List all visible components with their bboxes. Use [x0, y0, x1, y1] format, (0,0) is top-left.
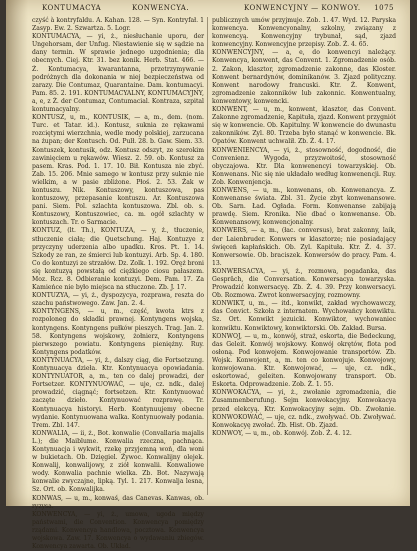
header-center-headword: KONWENCYA.	[132, 4, 190, 12]
dictionary-entry: KONWALIA, — ii, ż., Bot. konwalie (Convallaria majalis L.); die Maiblume. Konwalia rzeczna, pachnąca. Kontynuacja i wykwit, rzekę przyjemną woń, dla woni w bukietach. Ob. Dzięgiel. Żywoc. Konwalijny olejek. Konwalij, konwalijowy, z ziół konwalii. Konwaliowe wody. Konwalia pachnie wielka. Zb. Bot. Nazywają konwalie zwyczajne, lipką. Tyl. 1. 217. Konwalja lesna, Sz. Ort. ob. Konwalijka.	[32, 429, 204, 494]
left-column	[32, 17, 204, 551]
dictionary-entry: KONWERS, — a, m., (łac. conversus), brat zakonny, laik, der Laienbruder. Konwers w klasztorze; nie posiadający święceń kapłańskich. Ob. Zyl. Kapituła. Ktr. Ż. 4. 37. Konwersowie. Ob. braciszek. Konwersów do pracy. Pam. 4. 13.	[212, 227, 396, 267]
dictionary-entry: KONTYNGENS, — u, m., część, kwota ktrs z rozpoloneg do składki prawnej. Kontyngens wojska, kontyngens. Kontyngens pułków pieszych. Trag. Jan. 2. 58. Kontyngens wojskowy, żołnierz, Kontyngens pierwszego powiatu. Kontyngens pieniężny. Ruy. Kontyngens podatków.	[32, 308, 204, 356]
dictionary-entry: KONWIKT, u, m., — itd., konwikt, zakład wychowawczy, das Convict. Szkoła z internatem. Wychowańcy konwiktu. Sz. Ort. Konwikt jezuicki. Konwiktor, wychowaniec konwiktu. Konwiktowy, konwiktorski. Ob. Zakład. Bursa.	[212, 300, 396, 332]
dictionary-entry: KONWOY, — u, m., ob. Konwój. Zob. Ż. 4. 12.	[212, 429, 352, 437]
dictionary-entry: KONTYNUACYA, — yi, ż., dalszy ciąg, die Fortsetzung. Kontynuacya dzieła. Ktr. Kontynuacya opowiadania. KONTYNUATOR, a, m., ten co dalej prowadzi, der Fortsetzer. KONTYNUOWAĆ, — uje, cz. ndk., dalej prowadzić, ciągnąć; fortsetzen. Ktr. Kontynuować zaczęte dzieło. Kontynuować rozprawę. Tr. Kontynuacya historyi. Herb. Kontynuujemy obecne wydanie. Kontynuowana walka. Kontynuowały podania. Trem. Zbl. 147.	[32, 356, 204, 429]
column-divider	[207, 17, 208, 495]
dictionary-entry: KONWERSACYA, — yi, ż., rozmowa, pogadanka, das Gespräch, die Conversation. Konwersacya towarzyska. Prowadzić konwersacyę. Zb. Ż. 4. 39. Przy konwersacyi. Ob. Rozmowa. Zwrot konwersacyjny, rozmowny.	[212, 267, 396, 300]
dictionary-entry: KONWOKACYA, — yi, ż., zwołanie zgromadzenia, die Zusammenberufung. Sejm konwokacyjny. Konwokacya przed elekcyą. Ktr. Konwokacyjny sejm. Ob. Zwołanie. KONWOKOWAĆ, — uje, cz. ndk., zwoływać. Ob. Zwoływać. Konwokacyę zwołać. Zb. Hist. Ob. Zjazd.	[212, 389, 396, 429]
dictionary-entry: KONWENIENCYA, — yi, ż., stosowność, dogodność, die Convenienz. Wygoda, przyzwoitość, stosowność obyczajowa. Ktr. Dla konwenencyi towarzyskiej. Ob. Konwenans. Nic się nie układało według konwenencji. Ruy. Zob. Konwenjencja.	[212, 146, 396, 186]
running-header	[24, 4, 400, 16]
dictionary-entry: KONWENCYA, — yi, ż., umowa, ugoda między państwami, die Convention. Konwencya pomiędzy rządami. Konwencya handlowa, pocztowa. Konwencya wojskowa. Zaw. 17. Konwencya o wydawaniu zbiegów. Konwencya zawarta. Ob. Układ.	[32, 510, 204, 551]
dictionary-entry: KONWENCYJNY, — a, e, do konwencyi należący. Konwencya, konwent, das Convent. 1. Zgromadzenie osób. 2. Zakon, klasztor, zgromadzenie zakonne, das Kloster. Konwent bernardynów, dominikanów. 3. Zjazd polityczny. Konwent narodowy francuski. Ktr. Ż. Konwent, zgromadzenie zakonników lub zakonnic. Konwentualny, konwentowy, konwencki.	[212, 49, 396, 105]
dictionary-entry: KONTUZYA, — yi, ż., dyspozycya, rozprawa, reszta do szachu państwowego. Zaw. Jan. 2. 4.	[32, 292, 204, 308]
header-left-headword: KONTUMACYA	[42, 4, 102, 12]
dictionary-entry: czyść à kontryfaldu. A. Kahan. 128. — Syn. Kontryfał. 1 Zasyp. Ew. 2. Szwartza. 5. Logr.	[32, 17, 204, 33]
right-column	[212, 17, 396, 497]
book-gutter-shadow	[6, 0, 28, 506]
page-number: 1075	[374, 4, 394, 12]
dictionary-entry: KONWENT, — u, m., konwent, klasztor, das Convent. Zakonne zgromadzenie, Kapituła, zjazd. Konwent przygniót się w konwencie. Ob. Kapitulny. W konwencie do dwunastu zakonników. Zyl. 80. Trzeba było stanąć w konwencie. Bk. Opatów. Konwent uchwalił. Zb. Ż. 4. 17.	[212, 106, 396, 146]
dictionary-entry: KONTUMACYA, — yi, ż., niesłuchanie uporu, der Ungehorsam, der Unfug. Niestawienie się w sądzie na dany termin. W sprawie jednego uzgodnienia; dla obecnych. Ciej. Ktr. 31. bez konik. Herb. Stat. 466. — Ż. Kontumacya, kwarantanna, przetrzymywanie podróżnych dla dokonania w niej bezpieczeństwa od zarazy. Die Contumaz, Quarantaine. Dam. kontumacyi. Pam. 85. 2. 191. KONTUMACYALNY, KONTUMACYJNY, a, e, z Ż. der Contumaz, Contumacial. Kontraza, szpital kontumacyalny.	[32, 33, 204, 114]
dictionary-entry: KONWOJ, — u, m., konwój, straż, eskorta, die Bedeckung, das Geleit. Konwój wojskowy. Konwój okrętów, flota pod osłoną. Pod konwojem. Konwojowanie transportów. Zb. Wojsk. Konwojent, a, m. ten co konwojuje. Konwojowy, konwojowana. Ktr. Konwojować, — uje, cz. ndk., eskortować, geleiten. Konwojowany transport. Ob. Eskorta. Odprowadzenie. Zob. Ż. 1. 55.	[212, 332, 396, 389]
dictionary-page	[6, 0, 410, 551]
dictionary-entry: publicznych umów przyjmuje. Zob. 1. 47. Wyd. 12. Paryska konwencya. Konwencyonalny, szkolny, związany z konwencyą. Konwencyjny trybunał, sąd, zjazd konwencyjny. Konwencyjne przepisy. Zob. Ż. 4. 65.	[212, 17, 396, 49]
header-right-headwords: KONWENCYJNY — KONWOY.	[244, 4, 361, 12]
dictionary-entry: KONTUZ, (lt. Th.), KONTUZA, — y, ż., tłuczenie, stłuczenie ciała; die Quetschung. Haj. Kontuzye z przyczyny uderzenia albo upadku. Kros. Pt. 1. 14. Szkody ze ran, ze śmierci lub kontuzyi. Arb. Sp. 4. 180. Co do kontuzyi ze strzałów. Dz. Zolk. 1. 192. Oręż broni się kontuzyą powstałą od ciężkiego ciosu pałaszem. Moz. Rcz. 8. Odbieranie kontuzyi. Dem. Pam. 17. Za Kamieńce nie było miejsca na stłuczone. Zb. J. 17.	[32, 227, 204, 292]
dictionary-entry: KONWENS, — u, m., konwenans, ob. Konwenancya. Z. Konwenanse świata. Zbl. 31. Życie zbyt konwenansowe. Ob. Sarn. Ład. Ogłada. Form. Konwenanse zabijają prawdę. Siem. Kronika. Nie dbać o konwenanse. Ob. Konwenansowy, konwencjonalny.	[212, 186, 396, 227]
dictionary-entry: KONTUSZ, u, m., KONTUSIK, — a, m., dem. (nom. Turc. et Tatar. id.). Kontusz, suknia ze rękawami rozciętymi wierzchnia, wedle mody polskiej, zarzucana na żupan; der Kontusch. Od. Pulł. 28. b. Gaw. Siem. 33. Kontuszek, kontusik, odz. Kontusz odszyt, ze szerokim zawinięciem u rękawów. Wiesz. 2. 59. ob. Kontusz za pasem. Kras. Pod. 1. 17. 10. Bił. Kontusza nie zbyć. Zab. 15. 206. Mnie samego w kontusz przy suknie nie wielkim, a w pasie zbliżone. Płoś. 2. 53. Żak w kontuszu. Nik. Kontuszowy, kontuszowa, pas kontuszowy, przepasanie kontuszu. Ar. Kontuszowa pani. Siem. Pol. szlachta kontuszowa. Zbl. ob. s. Kontuszowy, Kontuszowiec, ca. m. ogół szlachty w kontuszach. Tr. o Sarmacie.	[32, 114, 204, 227]
dictionary-entry: KONWAS, — u, m., konwaś, das Canevas. Kanwas, ob. ryzysa.	[32, 494, 204, 510]
